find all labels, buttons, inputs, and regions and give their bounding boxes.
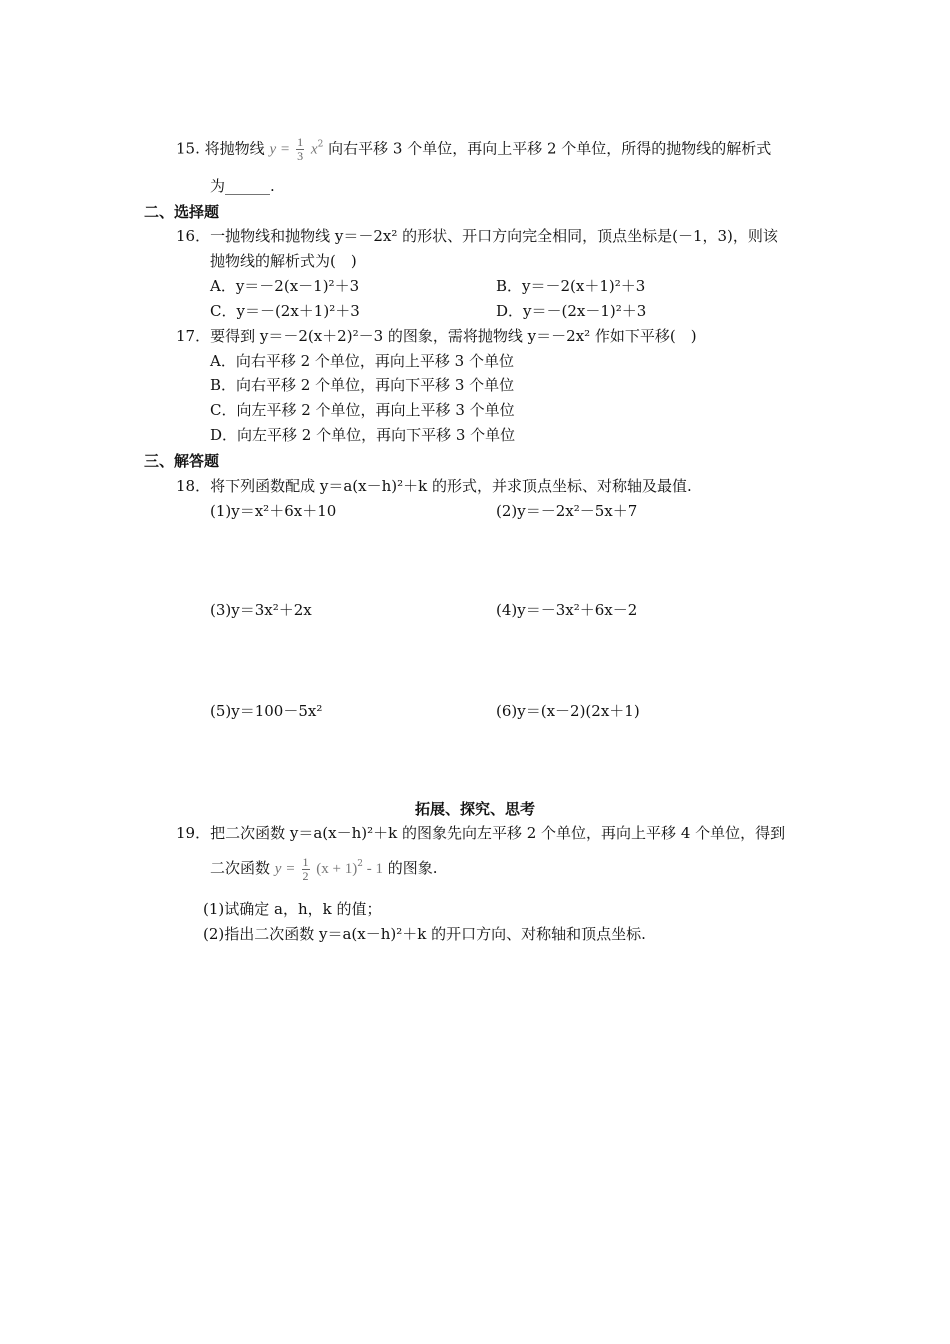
q19-sub-2: (2)指出二次函数 y＝a(x－h)²＋k 的开口方向、对称轴和顶点坐标. <box>203 925 646 943</box>
q15-eq-x: x <box>310 141 318 158</box>
q15-suffix: 向右平移 3 个单位，再向上平移 2 个单位，所得的抛物线的解析式 <box>328 139 772 158</box>
q19-eq-tail: - 1 <box>362 861 383 877</box>
q16-stem-line1: 16．一抛物线和抛物线 y＝－2x² 的形状、开口方向完全相同，顶点坐标是(－1，3)，则该 <box>176 227 778 245</box>
section-3-title: 三、解答题 <box>144 452 220 470</box>
q19-frac-num: 1 <box>302 854 309 869</box>
q15-frac-den: 3 <box>297 149 304 163</box>
q17-option-c: C．向左平移 2 个单位，再向上平移 3 个单位 <box>210 401 515 419</box>
q15-eq-sign: = <box>280 141 290 158</box>
q18-part-3: (3)y＝3x²＋2x <box>210 601 312 619</box>
q19-stem-line1: 19．把二次函数 y＝a(x－h)²＋k 的图象先向左平移 2 个单位，再向上平移 4 个单位，得到 <box>176 824 786 842</box>
q19-eq-exp: 2 <box>357 859 363 869</box>
q18-part-6: (6)y＝(x－2)(2x＋1) <box>496 702 640 720</box>
q15-eq-y: y <box>269 141 277 158</box>
q19-fraction <box>302 856 310 883</box>
q15-line1 <box>176 136 771 163</box>
q17-option-d: D．向左平移 2 个单位，再向下平移 3 个单位 <box>210 426 516 444</box>
q19-line2-prefix: 二次函数 <box>210 859 271 877</box>
q17-stem: 17．要得到 y＝－2(x＋2)²－3 的图象，需将抛物线 y＝－2x² 作如下平移( ) <box>176 327 697 345</box>
q16-option-c: C．y＝－(2x＋1)²＋3 <box>210 302 360 320</box>
q18-part-5: (5)y＝100－5x² <box>210 702 323 720</box>
q15-eq-exp: 2 <box>317 139 324 150</box>
q16-option-b: B．y＝－2(x＋1)²＋3 <box>496 277 646 295</box>
q15-fraction <box>296 136 304 163</box>
q15-prefix: 将抛物线 <box>204 139 265 158</box>
q16-option-a: A．y＝－2(x－1)²＋3 <box>210 277 360 295</box>
extension-title: 拓展、探究、思考 <box>414 800 535 818</box>
q19-eq-sign: = <box>286 861 295 877</box>
q16-option-d: D．y＝－(2x－1)²＋3 <box>496 302 647 320</box>
q15-frac-num: 1 <box>297 135 304 149</box>
section-2-title: 二、选择题 <box>144 203 220 221</box>
q18-stem: 18．将下列函数配成 y＝a(x－h)²＋k 的形式，并求顶点坐标、对称轴及最值. <box>176 477 692 495</box>
q18-part-4: (4)y＝－3x²＋6x－2 <box>496 601 638 619</box>
q17-option-b: B．向右平移 2 个单位，再向下平移 3 个单位 <box>210 376 515 394</box>
q18-part-2: (2)y＝－2x²－5x＋7 <box>496 502 638 520</box>
q15-number: 15. <box>176 139 200 158</box>
q19-sub-1: (1)试确定 a，h，k 的值； <box>203 900 382 918</box>
q18-part-1: (1)y＝x²＋6x＋10 <box>210 502 337 520</box>
q17-option-a: A．向右平移 2 个单位，再向上平移 3 个单位 <box>210 352 514 370</box>
q15-line2: 为______. <box>210 177 275 195</box>
q19-eq-body: (x + 1) <box>316 861 358 877</box>
q19-frac-den: 2 <box>302 868 309 883</box>
q19-line2-suffix: 的图象. <box>387 859 438 877</box>
q19-line2 <box>210 851 438 886</box>
q16-stem-line2: 抛物线的解析式为( ) <box>210 252 357 270</box>
q19-eq-y: y <box>274 861 282 877</box>
